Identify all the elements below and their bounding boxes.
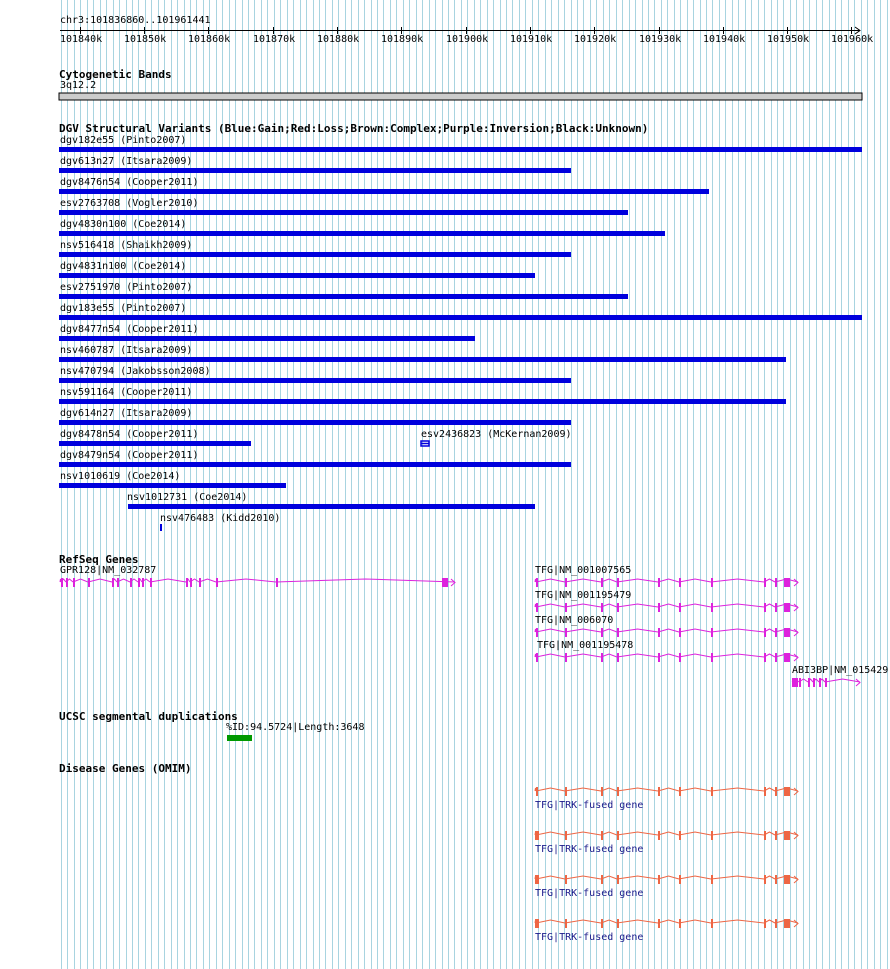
exon-block[interactable]: [658, 628, 660, 637]
exon-block[interactable]: [565, 831, 567, 840]
ruler-tick-label: 101860k: [188, 34, 231, 45]
intron-line: [617, 920, 658, 923]
exon-block[interactable]: [617, 919, 619, 928]
exon-block[interactable]: [73, 578, 75, 587]
dgv-variant-label: dgv8476n54 (Cooper2011): [60, 177, 199, 188]
exon-block[interactable]: [679, 875, 681, 884]
exon-block[interactable]: [601, 628, 603, 637]
exon-block[interactable]: [536, 578, 538, 587]
intron-line: [535, 579, 536, 582]
exon-block[interactable]: [679, 831, 681, 840]
refseq-gene-label[interactable]: TFG|NM_006070: [535, 615, 614, 626]
exon-block[interactable]: [711, 831, 713, 840]
omim-gene-label[interactable]: TFG|TRK-fused gene: [535, 932, 644, 943]
exon-utr-block[interactable]: [784, 653, 790, 662]
exon-utr-block[interactable]: [784, 875, 790, 884]
exon-block[interactable]: [764, 875, 766, 884]
intron-line: [617, 788, 658, 791]
intron-line: [276, 579, 455, 582]
exon-block[interactable]: [679, 578, 681, 587]
omim-gene-label[interactable]: TFG|TRK-fused gene: [535, 888, 644, 899]
exon-block[interactable]: [679, 919, 681, 928]
exon-utr-block[interactable]: [535, 875, 539, 884]
refseq-gene-label[interactable]: ABI3BP|NM_015429: [792, 665, 889, 676]
ruler-tick-label: 101950k: [767, 34, 810, 45]
exon-block[interactable]: [617, 628, 619, 637]
dgv-variant-label: dgv183e55 (Pinto2007): [60, 303, 187, 314]
intron-line: [535, 629, 536, 632]
segdup-title: UCSC segmental duplications: [59, 710, 238, 723]
exon-block[interactable]: [658, 831, 660, 840]
dgv-variant-bar[interactable]: [59, 168, 571, 173]
intron-line: [617, 604, 658, 607]
intron-line: [536, 832, 565, 835]
intron-line: [617, 654, 658, 657]
exon-block[interactable]: [711, 919, 713, 928]
exon-block[interactable]: [764, 628, 766, 637]
exon-block[interactable]: [565, 875, 567, 884]
cytoband-bar[interactable]: [59, 93, 862, 100]
intron-line: [535, 654, 536, 657]
exon-utr-block[interactable]: [442, 578, 448, 587]
dgv-variant-bar[interactable]: [59, 210, 628, 215]
exon-utr-block[interactable]: [784, 919, 790, 928]
exon-block[interactable]: [764, 787, 766, 796]
ruler-tick-label: 101930k: [639, 34, 682, 45]
exon-block[interactable]: [565, 603, 567, 612]
exon-block[interactable]: [601, 787, 603, 796]
exon-block[interactable]: [711, 787, 713, 796]
refseq-gene-label[interactable]: GPR128|NM_032787: [60, 565, 157, 576]
exon-block[interactable]: [565, 653, 567, 662]
intron-line: [711, 920, 764, 923]
exon-block[interactable]: [764, 578, 766, 587]
dgv-variant-bar[interactable]: [59, 378, 571, 383]
exon-block[interactable]: [775, 653, 777, 662]
exon-block[interactable]: [775, 831, 777, 840]
exon-block[interactable]: [775, 919, 777, 928]
strand-arrow-icon: [856, 679, 860, 686]
intron-line: [711, 832, 764, 835]
ruler-tick-label: 101920k: [574, 34, 617, 45]
dgv-variant-bar[interactable]: [59, 189, 709, 194]
exon-block[interactable]: [813, 678, 815, 687]
exon-block[interactable]: [764, 653, 766, 662]
intron-line: [536, 579, 565, 582]
exon-block[interactable]: [276, 578, 278, 587]
intron-line: [711, 579, 764, 582]
cytoband-label: 3q12.2: [60, 80, 97, 91]
exon-block[interactable]: [617, 787, 619, 796]
dgv-variant-bar[interactable]: [59, 231, 665, 236]
exon-block[interactable]: [536, 787, 538, 796]
position-label: chr3:101836860..101961441: [60, 15, 211, 26]
exon-block[interactable]: [658, 653, 660, 662]
exon-block[interactable]: [711, 875, 713, 884]
omim-title: Disease Genes (OMIM): [59, 762, 192, 775]
intron-line: [536, 654, 565, 657]
exon-block[interactable]: [658, 603, 660, 612]
exon-block[interactable]: [617, 603, 619, 612]
exon-block[interactable]: [617, 831, 619, 840]
ruler-tick-label: 101890k: [381, 34, 424, 45]
exon-block[interactable]: [658, 787, 660, 796]
omim-gene-label[interactable]: TFG|TRK-fused gene: [535, 800, 644, 811]
exon-block[interactable]: [658, 919, 660, 928]
exon-block[interactable]: [88, 578, 90, 587]
segdup-bar[interactable]: [227, 735, 252, 741]
exon-block[interactable]: [679, 628, 681, 637]
refseq-title: RefSeq Genes: [59, 553, 139, 566]
dgv-variant-bar[interactable]: [59, 441, 251, 446]
ruler-tick-label: 101840k: [60, 34, 103, 45]
dgv-variant-label: esv2436823 (McKernan2009): [421, 429, 572, 440]
exon-block[interactable]: [711, 653, 713, 662]
exon-block[interactable]: [775, 787, 777, 796]
exon-utr-block[interactable]: [784, 578, 790, 587]
ruler-tick-label: 101900k: [446, 34, 489, 45]
exon-block[interactable]: [112, 578, 114, 587]
dgv-variant-label: dgv8478n54 (Cooper2011): [60, 429, 199, 440]
exon-block[interactable]: [711, 603, 713, 612]
exon-block[interactable]: [658, 578, 660, 587]
intron-line: [711, 629, 764, 632]
exon-block[interactable]: [775, 578, 777, 587]
exon-utr-block[interactable]: [784, 628, 790, 637]
refseq-gene-label[interactable]: TFG|NM_001195478: [537, 640, 634, 651]
exon-block[interactable]: [799, 678, 801, 687]
intron-line: [536, 920, 565, 923]
dgv-variant-bar[interactable]: [59, 357, 786, 362]
exon-block[interactable]: [764, 603, 766, 612]
dgv-variant-bar[interactable]: [59, 483, 286, 488]
exon-utr-block[interactable]: [784, 787, 790, 796]
dgv-variant-bar[interactable]: [59, 336, 475, 341]
dgv-variant-label: nsv591164 (Cooper2011): [60, 387, 193, 398]
dgv-variant-bar[interactable]: [59, 252, 571, 257]
intron-line: [535, 604, 536, 607]
exon-block[interactable]: [679, 603, 681, 612]
exon-block[interactable]: [150, 578, 152, 587]
exon-utr-block[interactable]: [784, 603, 790, 612]
exon-block[interactable]: [66, 578, 68, 587]
ruler-tick-label: 101960k: [831, 34, 874, 45]
dgv-variant-label: dgv613n27 (Itsara2009): [60, 156, 193, 167]
exon-block[interactable]: [601, 831, 603, 840]
exon-block[interactable]: [808, 678, 810, 687]
dgv-variant-label: dgv8479n54 (Cooper2011): [60, 450, 199, 461]
exon-block[interactable]: [565, 628, 567, 637]
dgv-variant-bar[interactable]: [59, 315, 862, 320]
exon-block[interactable]: [775, 875, 777, 884]
exon-block[interactable]: [764, 919, 766, 928]
exon-block[interactable]: [565, 919, 567, 928]
exon-block[interactable]: [601, 919, 603, 928]
dgv-variant-label: dgv182e55 (Pinto2007): [60, 135, 187, 146]
exon-block[interactable]: [679, 653, 681, 662]
exon-block[interactable]: [601, 653, 603, 662]
ruler-tick-label: 101870k: [253, 34, 296, 45]
dgv-variant-bar[interactable]: [128, 504, 535, 509]
dgv-variant-label: nsv476483 (Kidd2010): [160, 513, 281, 524]
exon-block[interactable]: [199, 578, 201, 587]
dgv-variant-bar[interactable]: [59, 147, 862, 152]
dgv-variant-label: nsv1012731 (Coe2014): [127, 492, 248, 503]
exon-block[interactable]: [617, 875, 619, 884]
segdup-label[interactable]: %ID:94.5724|Length:3648: [226, 722, 365, 733]
exon-block[interactable]: [536, 628, 538, 637]
dgv-variant-label: nsv460787 (Itsara2009): [60, 345, 193, 356]
exon-block[interactable]: [658, 875, 660, 884]
intron-line: [150, 579, 186, 582]
exon-block[interactable]: [775, 628, 777, 637]
exon-block[interactable]: [711, 628, 713, 637]
exon-block[interactable]: [536, 653, 538, 662]
dgv-variant-bar[interactable]: [59, 294, 628, 299]
exon-block[interactable]: [565, 787, 567, 796]
exon-block[interactable]: [601, 875, 603, 884]
exon-block[interactable]: [617, 578, 619, 587]
exon-block[interactable]: [601, 603, 603, 612]
intron-line: [536, 629, 565, 632]
dgv-variant-label: dgv614n27 (Itsara2009): [60, 408, 193, 419]
intron-line: [535, 788, 536, 791]
exon-block[interactable]: [565, 578, 567, 587]
dgv-variant-bar[interactable]: [59, 420, 571, 425]
exon-utr-block[interactable]: [535, 831, 539, 840]
exon-block[interactable]: [825, 678, 827, 687]
intron-line: [617, 579, 658, 582]
dgv-variant-label: nsv470794 (Jakobsson2008): [60, 366, 211, 377]
intron-line: [617, 832, 658, 835]
exon-utr-block[interactable]: [784, 831, 790, 840]
exon-block[interactable]: [819, 678, 821, 687]
intron-line: [711, 654, 764, 657]
dgv-variant-label: nsv516418 (Shaikh2009): [60, 240, 193, 251]
ruler-tick-label: 101880k: [317, 34, 360, 45]
dgv-variant-label: nsv1010619 (Coe2014): [60, 471, 181, 482]
exon-block[interactable]: [138, 578, 140, 587]
exon-block[interactable]: [61, 578, 63, 587]
intron-line: [536, 876, 565, 879]
refseq-gene-label[interactable]: TFG|NM_001195479: [535, 590, 632, 601]
exon-block[interactable]: [117, 578, 119, 587]
exon-block[interactable]: [617, 653, 619, 662]
dgv-variant-label: dgv4831n100 (Coe2014): [60, 261, 187, 272]
exon-block[interactable]: [764, 831, 766, 840]
intron-line: [617, 629, 658, 632]
exon-block[interactable]: [601, 578, 603, 587]
dgv-variant-bar[interactable]: [59, 273, 535, 278]
exon-utr-block[interactable]: [792, 678, 798, 687]
dgv-variant-bar[interactable]: [59, 462, 571, 467]
dgv-variant-label: esv2763708 (Vogler2010): [60, 198, 199, 209]
intron-line: [536, 604, 565, 607]
ruler-tick-label: 101910k: [510, 34, 553, 45]
exon-block[interactable]: [190, 578, 192, 587]
ruler-tick-label: 101940k: [703, 34, 746, 45]
intron-line: [617, 876, 658, 879]
exon-block[interactable]: [775, 603, 777, 612]
intron-line: [711, 876, 764, 879]
intron-line: [199, 579, 216, 582]
dgv-variant-label: esv2751970 (Pinto2007): [60, 282, 193, 293]
ruler-tick-label: 101850k: [124, 34, 167, 45]
omim-gene-label[interactable]: TFG|TRK-fused gene: [535, 844, 644, 855]
intron-line: [711, 788, 764, 791]
intron-line: [711, 604, 764, 607]
intron-line: [536, 788, 565, 791]
exon-block[interactable]: [142, 578, 144, 587]
exon-utr-block[interactable]: [535, 919, 539, 928]
dgv-variant-label: dgv4830n100 (Coe2014): [60, 219, 187, 230]
dgv-variant-bar[interactable]: [59, 399, 786, 404]
exon-block[interactable]: [711, 578, 713, 587]
dgv-variant-bar[interactable]: [160, 524, 162, 531]
cytobands-title: Cytogenetic Bands: [59, 68, 172, 81]
exon-block[interactable]: [130, 578, 132, 587]
exon-block[interactable]: [186, 578, 188, 587]
refseq-gene-label[interactable]: TFG|NM_001007565: [535, 565, 632, 576]
exon-block[interactable]: [536, 603, 538, 612]
dgv-variant-label: dgv8477n54 (Cooper2011): [60, 324, 199, 335]
exon-block[interactable]: [679, 787, 681, 796]
dgv-title: DGV Structural Variants (Blue:Gain;Red:Loss;Brown:Complex;Purple:Inversion;Black:Unknown): [59, 122, 649, 135]
exon-block[interactable]: [216, 578, 218, 587]
